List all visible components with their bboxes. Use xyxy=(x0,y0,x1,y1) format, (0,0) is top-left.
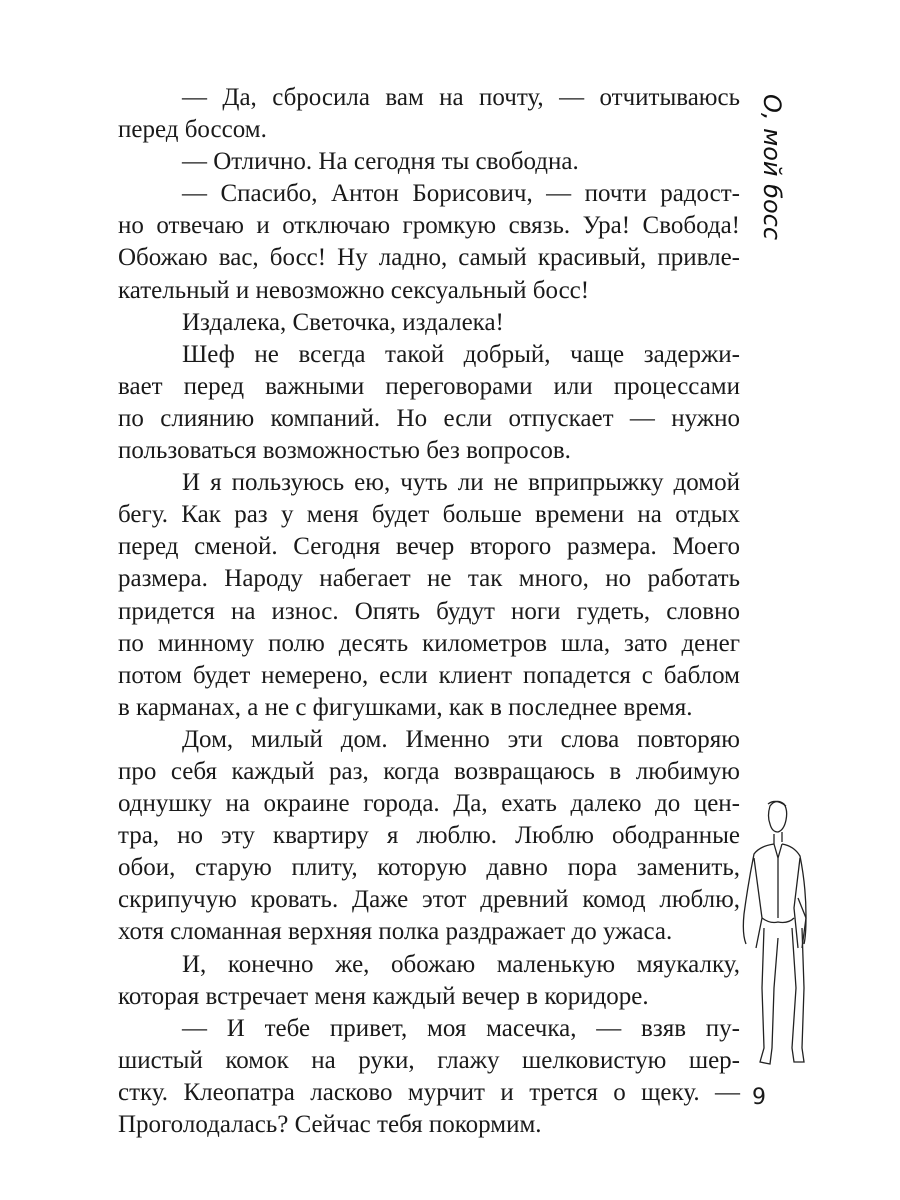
running-head xyxy=(752,82,792,252)
text-line: Проголодалась? Сейчас тебя покормим. xyxy=(118,1111,542,1138)
running-head-text: О, мой босс xyxy=(758,93,786,241)
page-number: 9 xyxy=(752,1085,766,1110)
man-illustration xyxy=(740,798,810,1078)
text-line: бегу. Как раз у меня будет больше времени на отдых xyxy=(118,501,740,529)
text-line: И я пользуюсь ею, чуть ли не вприпрыжку домой xyxy=(182,469,740,497)
text-line: скрипучую кровать. Даже этот древний комод люблю, xyxy=(118,886,740,914)
text-line: — И тебе привет, моя масечка, — взяв пу- xyxy=(182,1014,740,1042)
text-line: но отвечаю и отключаю громкую связь. Ура! Свобода! xyxy=(118,212,740,240)
text-line: вает перед важными переговорами или процессами xyxy=(118,372,740,400)
text-line: кательный и невозможно сексуальный босс! xyxy=(118,276,590,304)
text-line: Обожаю вас, босс! Ну ладно, самый красивый, привле- xyxy=(118,244,740,272)
text-line: про себя каждый раз, когда возвращаюсь в любимую xyxy=(118,757,740,785)
text-line: которая встречает меня каждый вечер в коридоре. xyxy=(118,982,649,1010)
text-line: шистый комок на руки, глажу шелковистую шер- xyxy=(118,1046,740,1074)
text-line: придется на износ. Опять будут ноги гудеть, словно xyxy=(118,597,740,625)
text-line: однушку на окраине города. Да, ехать далеко до цен- xyxy=(118,790,740,818)
body-text xyxy=(118,82,740,1141)
text-line: обои, старую плиту, которую давно пора заменить, xyxy=(118,854,740,882)
text-line: стку. Клеопатра ласково мурчит и трется о щеку. — xyxy=(118,1078,740,1106)
text-line: потом будет немерено, если клиент попадется с баблом xyxy=(118,661,740,689)
text-line: И, конечно же, обожаю маленькую мяукалку, xyxy=(182,950,740,978)
text-line: Дом, милый дом. Именно эти слова повторяю xyxy=(182,725,740,753)
text-line: по слиянию компаний. Но если отпускает — нужно xyxy=(118,404,740,432)
text-line: хотя сломанная верхняя полка раздражает до ужаса. xyxy=(118,918,673,946)
text-line: Шеф не всегда такой добрый, чаще задержи- xyxy=(182,340,740,368)
text-line: перед сменой. Сегодня вечер второго размера. Моего xyxy=(118,533,740,561)
text-line: по минному полю десять километров шла, зато денег xyxy=(118,629,740,657)
text-line: — Спасибо, Антон Борисович, — почти радост- xyxy=(182,180,740,208)
text-line: перед боссом. xyxy=(118,116,267,144)
text-line: в карманах, а не с фигушками, как в последнее время. xyxy=(118,693,693,721)
text-line: тра, но эту квартиру я люблю. Люблю ободранные xyxy=(118,822,740,850)
text-line: Издалека, Светочка, издалека! xyxy=(182,308,504,336)
text-line: пользоваться возможностью без вопросов. xyxy=(118,437,571,465)
text-line: — Да, сбросила вам на почту, — отчитываюсь xyxy=(182,84,740,111)
text-line: — Отлично. На сегодня ты свободна. xyxy=(182,148,579,176)
text-line: размера. Народу набегает не так много, но работать xyxy=(118,565,740,593)
